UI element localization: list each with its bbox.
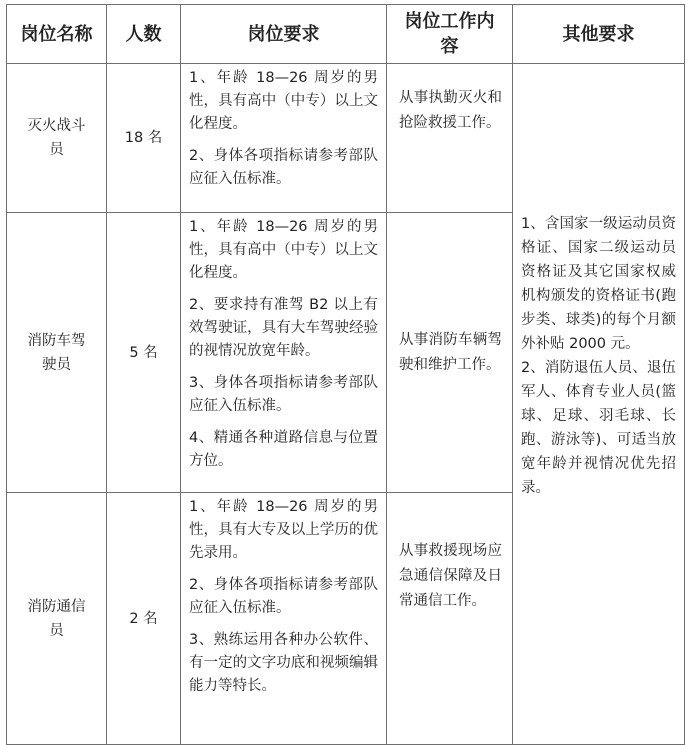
header-position-name: 岗位名称 — [7, 5, 107, 64]
other-requirement-item: 2、消防退伍人员、退伍军人、体育专业人员(篮球、足球、羽毛球、长跑、游泳等)、可适当放宽年龄并视情况优先招录。 — [521, 360, 676, 496]
header-other-requirements: 其他要求 — [513, 5, 685, 64]
requirements-cell — [181, 213, 387, 493]
headcount-cell: 18 名 — [107, 64, 181, 213]
requirement-item: 3、身体各项指标请参考部队应征入伍标准。 — [189, 375, 378, 414]
table-header-row — [7, 5, 685, 64]
other-requirements-cell — [513, 64, 685, 745]
position-name-cell: 灭火战斗员 — [7, 64, 107, 213]
requirement-item: 3、熟练运用各种办公软件、有一定的文字功底和视频编辑能力等特长。 — [189, 632, 378, 694]
job-content-cell: 从事救援现场应急通信保障及日常通信工作。 — [387, 493, 513, 745]
position-name-cell: 消防通信员 — [7, 493, 107, 745]
header-requirements: 岗位要求 — [181, 5, 387, 64]
requirement-item: 2、身体各项指标请参考部队应征入伍标准。 — [189, 148, 378, 187]
requirement-item: 2、身体各项指标请参考部队应征入伍标准。 — [189, 577, 378, 616]
job-content-cell: 从事消防车辆驾驶和维护工作。 — [387, 213, 513, 493]
requirement-item: 1、年龄 18—26 周岁的男性，具有大专及以上学历的优先录用。 — [189, 499, 378, 561]
job-content-cell: 从事执勤灭火和抢险救援工作。 — [387, 64, 513, 213]
table-row — [7, 64, 685, 213]
requirements-cell — [181, 493, 387, 745]
position-name-cell: 消防车驾驶员 — [7, 213, 107, 493]
header-headcount: 人数 — [107, 5, 181, 64]
requirement-item: 1、年龄 18—26 周岁的男性，具有高中（中专）以上文化程度。 — [189, 219, 378, 281]
requirement-item: 2、要求持有准驾 B2 以上有效驾驶证，具有大车驾驶经验的视情况放宽年龄。 — [189, 297, 378, 359]
other-requirement-item: 1、含国家一级运动员资格证、国家二级运动员资格证及其它国家权威机构颁发的资格证书(跑步类、球类)的每个月额外补贴 2000 元。 — [521, 216, 676, 352]
header-job-content: 岗位工作内容 — [387, 5, 513, 64]
headcount-cell: 5 名 — [107, 213, 181, 493]
headcount-cell: 2 名 — [107, 493, 181, 745]
requirements-cell — [181, 64, 387, 213]
recruitment-table — [6, 4, 685, 745]
requirement-item: 1、年龄 18—26 周岁的男性，具有高中（中专）以上文化程度。 — [189, 70, 378, 132]
requirement-item: 4、精通各种道路信息与位置方位。 — [189, 430, 378, 469]
